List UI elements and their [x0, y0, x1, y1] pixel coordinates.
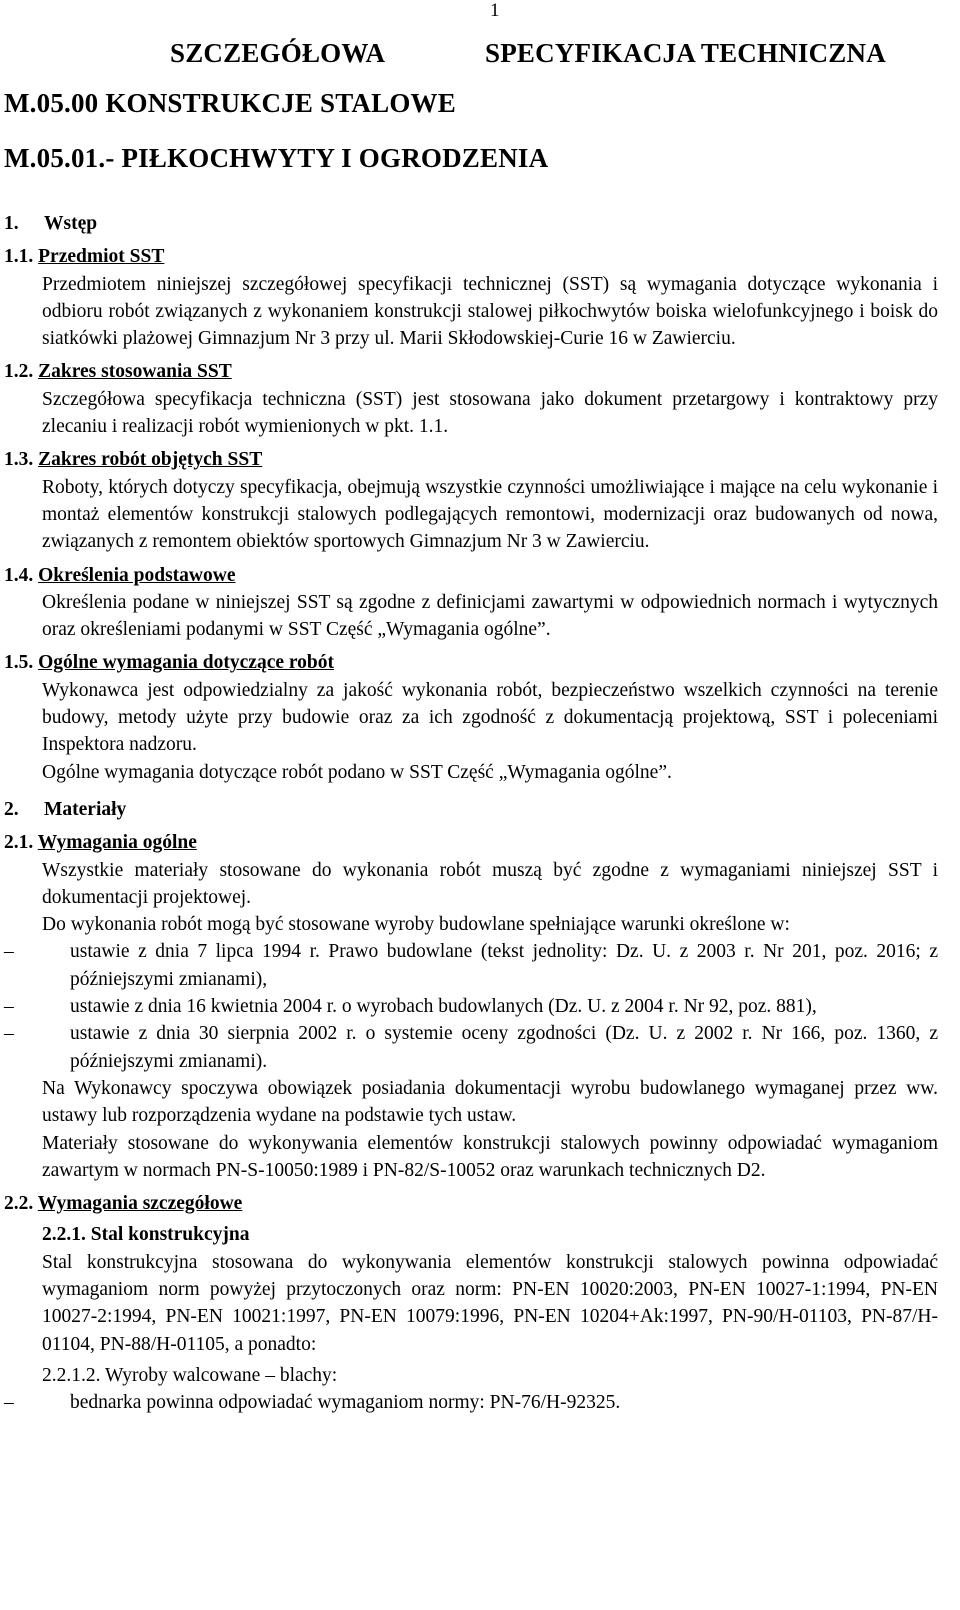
- section-2-1-text-1: Wszystkie materiały stosowane do wykonania robót muszą być zgodne z wymaganiami niniejszej SST i dokumentacji projektowej.: [42, 859, 938, 908]
- section-2-2-heading: [4, 1190, 938, 1217]
- section-title: Określenia podstawowe: [38, 564, 236, 586]
- section-1-5-text-1: Wykonawca jest odpowiedzialny za jakość wykonania robót, bezpieczeństwo wszelkich czynności na terenie budowy, metody użyte przy budowie oraz za ich zgodność z dokumentacją projektową, SST i poleceniami Inspektora nadzoru.: [42, 679, 938, 756]
- doc-heading-m0500: M.05.00 KONSTRUKCJE STALOWE: [4, 88, 456, 118]
- section-title: Ogólne wymagania dotyczące robót: [38, 652, 335, 674]
- dash-bullet-icon: –: [4, 1392, 14, 1414]
- section-title: Zakres robót objętych SST: [38, 449, 263, 471]
- section-title: Wymagania ogólne: [37, 832, 197, 854]
- section-1-5-heading: [4, 649, 938, 676]
- section-number: 1.5.: [4, 652, 34, 674]
- section-1-4-heading: [4, 562, 938, 589]
- rolled-products-list: [4, 1389, 938, 1416]
- list-item: [4, 1020, 938, 1075]
- section-2-heading: [4, 796, 938, 823]
- section-number: 1.1.: [4, 246, 34, 268]
- section-title: Stal konstrukcyjna: [90, 1224, 250, 1246]
- section-1-2-text: Szczegółowa specyfikacja techniczna (SST) jest stosowana jako dokument przetargowy i kontraktowy przy zlecaniu i realizacji robót wymienionych w pkt. 1.1.: [42, 388, 938, 438]
- section-title: Materiały: [44, 798, 127, 820]
- list-item: [4, 938, 938, 993]
- doc-title-left: SZCZEGÓŁOWA: [170, 38, 386, 68]
- section-number: 2.2.: [4, 1193, 34, 1215]
- section-number: 1.4.: [4, 564, 34, 586]
- section-number: 2.2.1.: [42, 1224, 86, 1246]
- doc-heading-m0501: M.05.01.- PIŁKOCHWYTY I OGRODZENIA: [4, 143, 549, 173]
- section-number: 1.2.: [4, 361, 34, 383]
- section-number: 2.1.: [4, 832, 34, 854]
- page-number: 1: [490, 0, 500, 21]
- list-item: [4, 1389, 938, 1416]
- section-title: Zakres stosowania SST: [38, 361, 232, 383]
- document-body: [4, 210, 938, 1416]
- list-item-text: ustawie z dnia 7 lipca 1994 r. Prawo budowlane (tekst jednolity: Dz. U. z 2003 r. Nr 201, poz. 2016; z późniejszymi zmianami),: [70, 941, 938, 990]
- list-item-text: bednarka powinna odpowiadać wymaganiom normy: PN-76/H-92325.: [70, 1392, 621, 1414]
- section-1-heading: [4, 210, 938, 237]
- section-1-4-text: Określenia podane w niniejszej SST są zgodne z definicjami zawartymi w odpowiednich normach i wytycznych oraz określeniami podanymi w SST Część „Wymagania ogólne”.: [42, 591, 938, 641]
- section-1-5-text-2: Ogólne wymagania dotyczące robót podano w SST Część „Wymagania ogólne”.: [42, 761, 672, 783]
- section-1-2-heading: [4, 358, 938, 385]
- section-number: 2.: [4, 798, 19, 820]
- section-1-3-text: Roboty, których dotyczy specyfikacja, obejmują wszystkie czynności umożliwiające i mające na celu wykonanie i montaż elementów konstrukcji stalowych podlegających remontowi, modernizacji oraz budowanych od nowa, związanych z remontem obiektów sportowych Gimnazjum Nr 3 w Zawierciu.: [42, 476, 938, 553]
- section-title: Wymagania szczegółowe: [37, 1193, 243, 1215]
- section-2-2-1-heading: [42, 1221, 938, 1248]
- dash-bullet-icon: –: [4, 1023, 14, 1045]
- section-2-1-text-3: Na Wykonawcy spoczywa obowiązek posiadania dokumentacji wyrobu budowlanego wymaganej przez ww. ustawy lub rozporządzenia wydane na podstawie tych ustaw.: [42, 1077, 938, 1127]
- section-title: Przedmiot SST: [38, 246, 165, 268]
- list-item-text: ustawie z dnia 30 sierpnia 2002 r. o systemie oceny zgodności (Dz. U. z 2002 r. Nr 166, poz. 1360, z późniejszymi zmianami).: [70, 1023, 938, 1072]
- section-2-2-1-2-heading: 2.2.1.2. Wyroby walcowane – blachy:: [42, 1364, 338, 1386]
- section-1-3-heading: [4, 446, 938, 473]
- doc-title-right: SPECYFIKACJA TECHNICZNA: [485, 38, 886, 68]
- dash-bullet-icon: –: [4, 996, 14, 1018]
- section-1-1-heading: [4, 243, 938, 270]
- legal-acts-list: [4, 938, 938, 1074]
- section-1-1-text: Przedmiotem niniejszej szczegółowej specyfikacji technicznej (SST) są wymagania dotyczące wykonania i odbioru robót związanych z wykonaniem konstrukcji stalowej piłkochwytów boiska wielofunkcyjnego i boisk do siatkówki plażowej Gimnazjum Nr 3 przy ul. Marii Skłodowskiej-Curie 16 w Zawierciu.: [42, 273, 938, 350]
- list-item-text: ustawie z dnia 16 kwietnia 2004 r. o wyrobach budowlanych (Dz. U. z 2004 r. Nr 92, poz. 881),: [70, 996, 817, 1018]
- section-number: 1.: [4, 213, 19, 234]
- dash-bullet-icon: –: [4, 941, 14, 963]
- section-2-1-text-4: Materiały stosowane do wykonywania elementów konstrukcji stalowych powinny odpowiadać wymaganiom zawartym w normach PN-S-10050:1989 i PN-82/S-10052 oraz warunkach technicznych D2.: [42, 1132, 938, 1181]
- section-2-2-1-text: Stal konstrukcyjna stosowana do wykonywania elementów konstrukcji stalowych powinna odpowiadać wymaganiom norm powyżej przytoczonych oraz norm: PN-EN 10020:2003, PN-EN 10027-1:1994, PN-EN 10027-2:1994, PN-EN 10021:1997, PN-EN 10079:1996, PN-EN 10204+Ak:1997, PN-90/H-01103, PN-87/H-01104, PN-88/H-01105, a ponadto:: [42, 1251, 938, 1355]
- section-2-1-heading: [4, 829, 938, 856]
- section-title: Wstęp: [44, 213, 98, 234]
- section-2-1-text-2: Do wykonania robót mogą być stosowane wyroby budowlane spełniające warunki określone w:: [42, 914, 790, 936]
- section-number: 1.3.: [4, 449, 34, 471]
- list-item: [4, 993, 938, 1020]
